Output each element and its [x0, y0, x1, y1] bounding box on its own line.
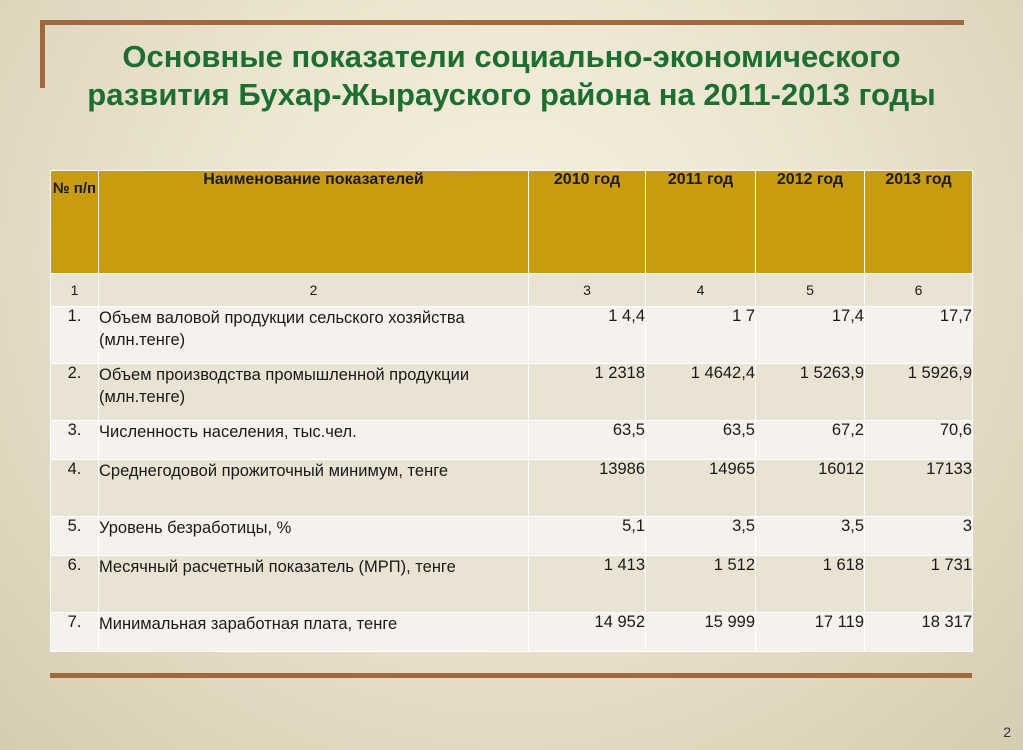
- index-cell: 6: [865, 274, 973, 307]
- indicator-name: Численность населения, тыс.чел.: [99, 421, 529, 460]
- value-2013: 70,6: [865, 421, 973, 460]
- header-name: Наименование показателей: [99, 171, 529, 274]
- indicators-table: [50, 170, 973, 652]
- value-2011: 3,5: [646, 517, 756, 556]
- header-year-2013: 2013 год: [865, 171, 973, 274]
- value-2012: 17,4: [756, 307, 865, 364]
- value-2011: 14965: [646, 460, 756, 517]
- header-year-2012: 2012 год: [756, 171, 865, 274]
- table-row: [51, 364, 973, 421]
- value-2013: 17133: [865, 460, 973, 517]
- row-number: 5.: [51, 517, 99, 556]
- value-2011: 1 4642,4: [646, 364, 756, 421]
- value-2013: 17,7: [865, 307, 973, 364]
- value-2010: 63,5: [529, 421, 646, 460]
- slide-title: Основные показатели социально-экономического развития Бухар-Жырауского района на 2011-2013 годы: [87, 39, 936, 112]
- table-row: [51, 556, 973, 613]
- row-number: 4.: [51, 460, 99, 517]
- frame-bottom-line: [50, 673, 972, 678]
- table-row: [51, 460, 973, 517]
- table-row: [51, 613, 973, 652]
- value-2013: 1 731: [865, 556, 973, 613]
- frame-top-line: [40, 20, 964, 25]
- value-2012: 3,5: [756, 517, 865, 556]
- value-2010: 14 952: [529, 613, 646, 652]
- index-cell: 5: [756, 274, 865, 307]
- index-cell: 1: [51, 274, 99, 307]
- value-2011: 1 7: [646, 307, 756, 364]
- row-number: 6.: [51, 556, 99, 613]
- index-cell: 3: [529, 274, 646, 307]
- value-2013: 18 317: [865, 613, 973, 652]
- table-row: [51, 421, 973, 460]
- value-2011: 1 512: [646, 556, 756, 613]
- row-number: 2.: [51, 364, 99, 421]
- value-2011: 63,5: [646, 421, 756, 460]
- frame-left-line: [40, 20, 45, 88]
- value-2010: 1 413: [529, 556, 646, 613]
- indicator-name: Уровень безработицы, %: [99, 517, 529, 556]
- value-2012: 67,2: [756, 421, 865, 460]
- header-num: № п/п: [51, 171, 99, 274]
- row-number: 7.: [51, 613, 99, 652]
- index-cell: 2: [99, 274, 529, 307]
- indicator-name: Среднегодовой прожиточный минимум, тенге: [99, 460, 529, 517]
- page-number: 2: [1003, 724, 1011, 740]
- row-number: 3.: [51, 421, 99, 460]
- value-2012: 1 5263,9: [756, 364, 865, 421]
- value-2013: 3: [865, 517, 973, 556]
- value-2013: 1 5926,9: [865, 364, 973, 421]
- value-2010: 1 2318: [529, 364, 646, 421]
- table-row: [51, 307, 973, 364]
- value-2011: 15 999: [646, 613, 756, 652]
- indicator-name: Минимальная заработная плата, тенге: [99, 613, 529, 652]
- value-2012: 16012: [756, 460, 865, 517]
- header-year-2010: 2010 год: [529, 171, 646, 274]
- row-number: 1.: [51, 307, 99, 364]
- value-2012: 1 618: [756, 556, 865, 613]
- index-cell: 4: [646, 274, 756, 307]
- indicator-name: Объем производства промышленной продукции (млн.тенге): [99, 364, 529, 421]
- header-row: [51, 171, 973, 274]
- indicator-name: Объем валовой продукции сельского хозяйства (млн.тенге): [99, 307, 529, 364]
- value-2012: 17 119: [756, 613, 865, 652]
- column-index-row: [51, 274, 973, 307]
- table-row: [51, 517, 973, 556]
- value-2010: 1 4,4: [529, 307, 646, 364]
- header-year-2011: 2011 год: [646, 171, 756, 274]
- value-2010: 13986: [529, 460, 646, 517]
- indicator-name: Месячный расчетный показатель (МРП), тенге: [99, 556, 529, 613]
- value-2010: 5,1: [529, 517, 646, 556]
